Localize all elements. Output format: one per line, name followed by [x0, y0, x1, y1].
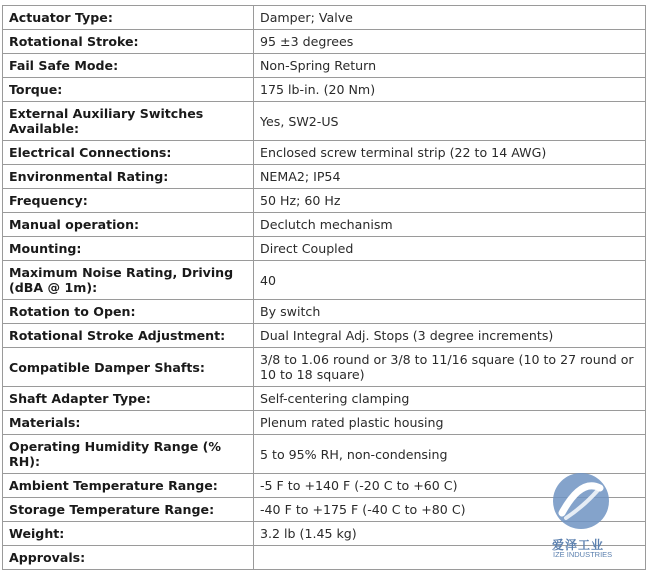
spec-label: Storage Temperature Range: [3, 498, 254, 522]
spec-value: Damper; Valve [254, 6, 646, 30]
table-row [3, 54, 646, 78]
spec-label: Compatible Damper Shafts: [3, 348, 254, 387]
spec-label: Actuator Type: [3, 6, 254, 30]
watermark-text-cn: 爱泽工业 [552, 538, 605, 552]
table-row [3, 300, 646, 324]
table-row [3, 324, 646, 348]
spec-label: Operating Humidity Range (% RH): [3, 435, 254, 474]
spec-value: Self-centering clamping [254, 387, 646, 411]
spec-value: Non-Spring Return [254, 54, 646, 78]
spec-value: 5 to 95% RH, non-condensing [254, 435, 646, 474]
table-row [3, 387, 646, 411]
watermark-text-en: IZE INDUSTRIES [553, 550, 613, 559]
spec-value: By switch [254, 300, 646, 324]
spec-label: Rotational Stroke: [3, 30, 254, 54]
table-row [3, 189, 646, 213]
spec-label: Torque: [3, 78, 254, 102]
spec-label: External Auxiliary Switches Available: [3, 102, 254, 141]
spec-label: Materials: [3, 411, 254, 435]
spec-value: Enclosed screw terminal strip (22 to 14 AWG) [254, 141, 646, 165]
table-row [3, 213, 646, 237]
spec-label: Frequency: [3, 189, 254, 213]
ize-logo-icon [548, 468, 618, 538]
spec-value: Declutch mechanism [254, 213, 646, 237]
spec-label: Fail Safe Mode: [3, 54, 254, 78]
table-row [3, 30, 646, 54]
table-row [3, 78, 646, 102]
spec-label: Environmental Rating: [3, 165, 254, 189]
table-row [3, 411, 646, 435]
table-row [3, 6, 646, 30]
spec-value: 40 [254, 261, 646, 300]
spec-label: Ambient Temperature Range: [3, 474, 254, 498]
table-row [3, 141, 646, 165]
spec-label: Mounting: [3, 237, 254, 261]
spec-label: Approvals: [3, 546, 254, 570]
spec-value: NEMA2; IP54 [254, 165, 646, 189]
table-row [3, 261, 646, 300]
spec-label: Manual operation: [3, 213, 254, 237]
spec-label: Shaft Adapter Type: [3, 387, 254, 411]
spec-label: Electrical Connections: [3, 141, 254, 165]
spec-label: Maximum Noise Rating, Driving (dBA @ 1m): [3, 261, 254, 300]
table-row [3, 165, 646, 189]
spec-label: Rotational Stroke Adjustment: [3, 324, 254, 348]
table-row [3, 348, 646, 387]
spec-label: Rotation to Open: [3, 300, 254, 324]
table-row [3, 237, 646, 261]
spec-value: Yes, SW2-US [254, 102, 646, 141]
spec-label: Weight: [3, 522, 254, 546]
spec-value: 175 lb-in. (20 Nm) [254, 78, 646, 102]
spec-value: Dual Integral Adj. Stops (3 degree increments) [254, 324, 646, 348]
spec-value: 50 Hz; 60 Hz [254, 189, 646, 213]
spec-value: 3.2 lb (1.45 kg) [254, 522, 646, 546]
spec-value: Plenum rated plastic housing [254, 411, 646, 435]
spec-value: 95 ±3 degrees [254, 30, 646, 54]
spec-value: -5 F to +140 F (-20 C to +60 C) [254, 474, 646, 498]
spec-value: -40 F to +175 F (-40 C to +80 C) [254, 498, 646, 522]
table-row [3, 102, 646, 141]
spec-value: 3/8 to 1.06 round or 3/8 to 11/16 square (10 to 27 round or 10 to 18 square) [254, 348, 646, 387]
spec-value: Direct Coupled [254, 237, 646, 261]
